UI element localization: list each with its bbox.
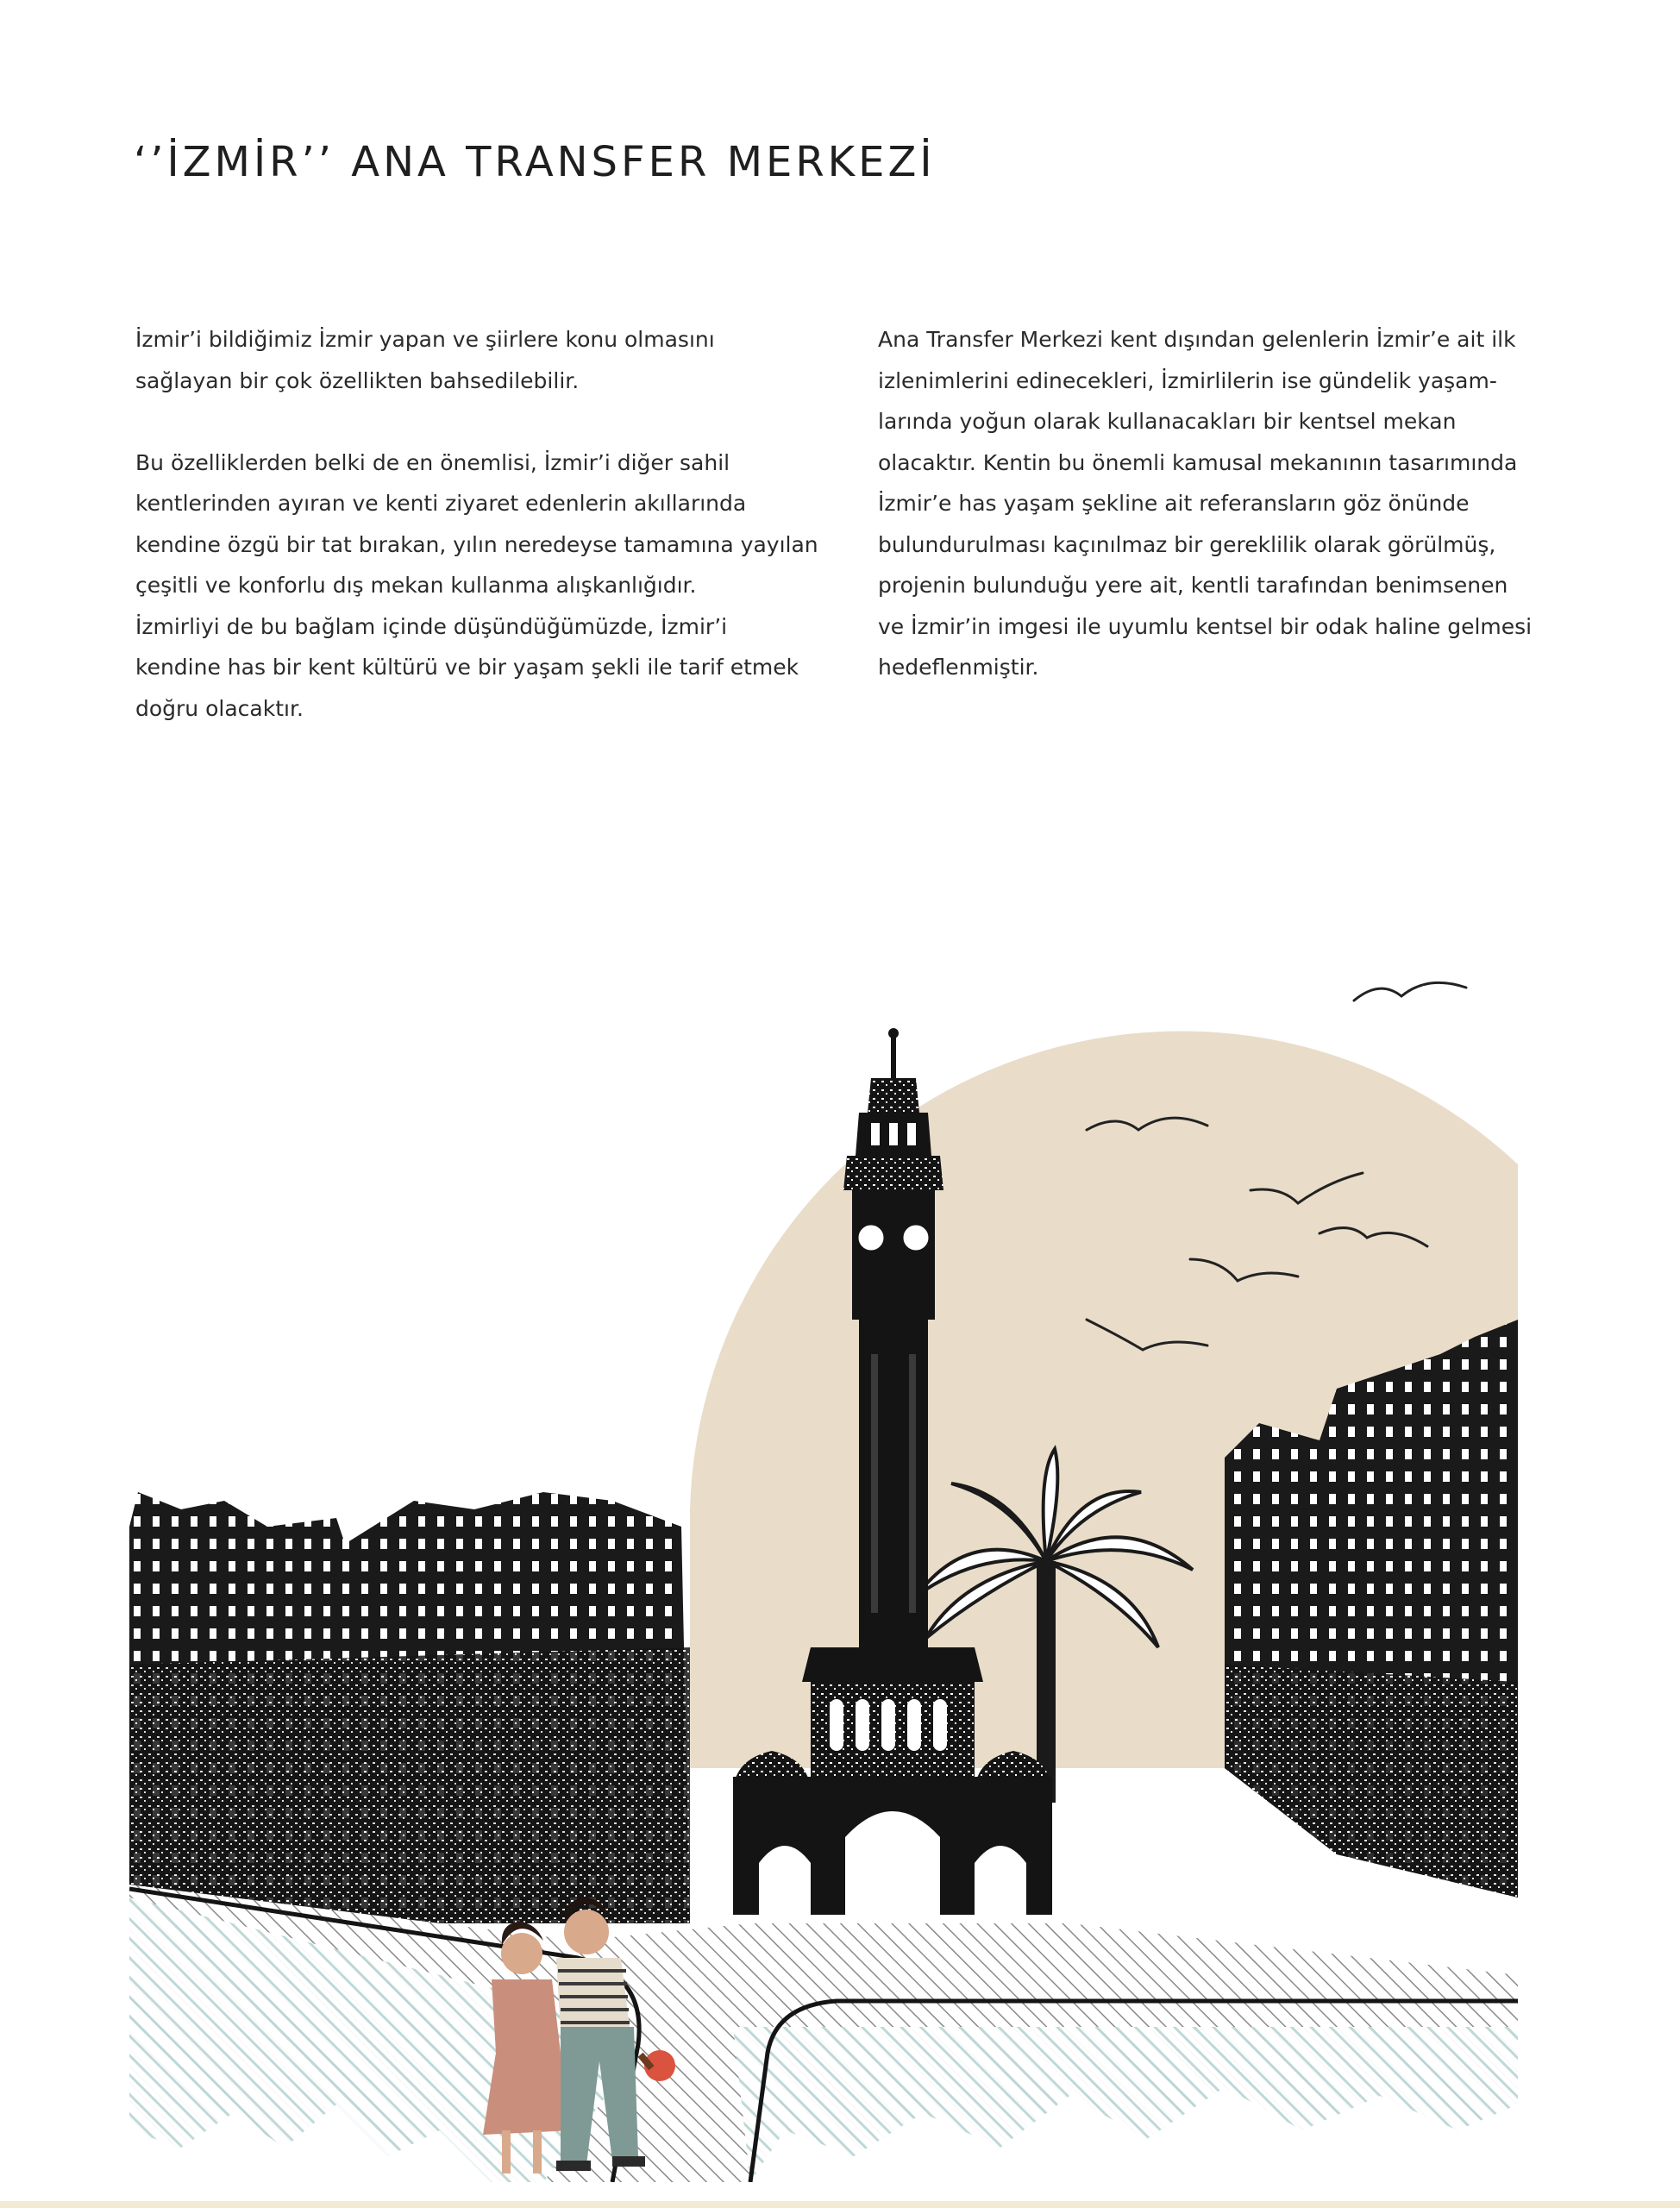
text-line: kentlerinden ayıran ve kenti ziyaret edenlerin akıllarında — [135, 491, 747, 516]
text-line: çeşitli ve konforlu dış mekan kullanma alışkanlığıdır. — [135, 573, 697, 598]
text-line: kendine özgü bir tat bırakan, yılın neredeyse tamamına yayılan — [135, 531, 818, 557]
text-line: Bu özelliklerden belki de en önemlisi, İzmir’i diğer sahil — [135, 449, 730, 475]
text-line: bulundurulması kaçınılmaz bir gereklilik olarak görülmüş, — [878, 531, 1496, 557]
text-line: kendine has bir kent kültürü ve bir yaşam şekli ile tarif etmek — [135, 655, 799, 680]
right-paragraph-1 — [878, 319, 1568, 688]
text-line: olacaktır. Kentin bu önemli kamusal mekanının tasarımında — [878, 449, 1518, 475]
right-text-column — [878, 319, 1568, 729]
text-line: doğru olacaktır. — [135, 695, 304, 721]
text-line: sağlayan bir çok özellikten bahsedilebilir. — [135, 367, 580, 393]
clock-face-icon — [857, 1224, 885, 1251]
seagull-icon — [1354, 982, 1466, 1000]
text-line: Ana Transfer Merkezi kent dışından gelenlerin İzmir’e ait ilk — [878, 327, 1516, 352]
footer-rule — [0, 2201, 1680, 2208]
text-line: İzmirliyi de bu bağlam içinde düşündüğümüzde, İzmir’i — [135, 613, 728, 639]
plaza-ground — [129, 1885, 1518, 2182]
text-line: hedeflenmiştir. — [878, 655, 1039, 680]
text-line: İzmir’i bildiğimiz İzmir yapan ve şiirlere konu olmasını — [135, 327, 715, 352]
text-line: İzmir’e has yaşam şekline ait referansların göz önünde — [878, 491, 1470, 516]
text-line: izlenimlerini edinecekleri, İzmirlilerin ise gündelik yaşam- — [878, 367, 1497, 393]
apartment-blocks — [129, 1492, 690, 1923]
left-text-column — [135, 319, 818, 770]
text-line: ve İzmir’in imgesi ile uyumlu kentsel bir odak haline gelmesi — [878, 613, 1533, 639]
page-title: ‘’İZMİR’’ ANA TRANSFER MERKEZİ — [134, 138, 936, 186]
left-paragraph-1 — [135, 319, 791, 401]
text-line: projenin bulunduğu yere ait, kentli tarafından benimsenen — [878, 573, 1508, 598]
text-line: larında yoğun olarak kullanacakları bir kentsel mekan — [878, 409, 1457, 434]
izmir-collage-illustration — [129, 906, 1518, 2182]
left-paragraph-2 — [135, 442, 818, 730]
